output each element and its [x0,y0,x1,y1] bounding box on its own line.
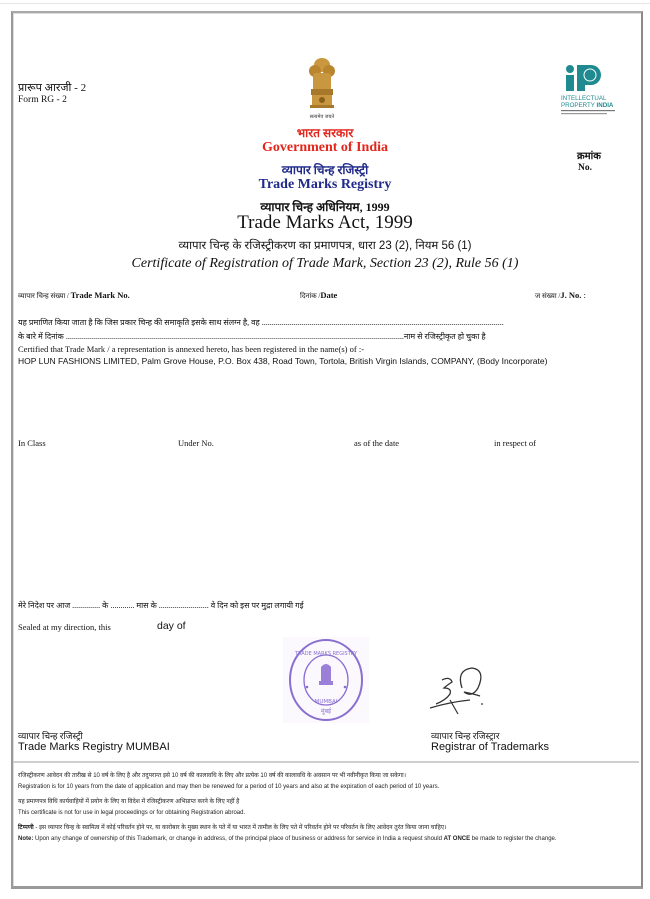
registrar-signature-icon [420,662,500,722]
act-title-hindi: व्यापार चिन्ह अधिनियम, 1999 [260,200,390,214]
registry-title-hindi: व्यापार चिन्ह रजिस्ट्री [281,163,369,177]
footer-validity-english: Registration is for 10 years from the date of application and may then be renewed for a period of 10 years and also at the expiration of each period of 10 years. [18,784,440,790]
registry-caption-english: Trade Marks Registry MUMBAI [18,741,170,753]
ip-india-logo-icon [560,63,620,123]
in-respect-of-label: in respect of [494,438,537,448]
trade-mark-number-label: व्यापार चिन्ह संख्या / Trade Mark No. [18,290,130,300]
stamp-city-hindi: मुंबई [321,708,331,715]
footer-note-english: Note: Upon any change of ownership of this Trademark, or change in address, of the principal place of business or address for service in India a request should AT ONCE be made to register the change. [18,836,557,842]
sealed-direction-english: Sealed at my direction, this [18,622,111,632]
stamp-text: TRADE MARKS REGISTRY [294,651,358,657]
serial-number-label-hindi: क्रमांक [577,151,601,162]
registrar-caption-english: Registrar of Trademarks [431,741,549,753]
stamp-city: MUMBAI [314,699,338,705]
window-top-line [0,3,650,4]
footer-validity-hindi: रजिस्ट्रीकरण आवेदन की तारीख से 10 वर्ष के लिए है और तदुपरान्त इसे 10 वर्ष की कालावधि के लिए और प्रत्येक 10 वर्ष की कालावधि के अवसान पर भी नवीनीकृत किया जा सकेगा। [18,773,407,779]
journal-number-label: ज संख्या /J. No. : [535,290,586,300]
footer-divider [13,761,639,763]
registrar-caption-hindi: व्यापार चिन्ह रजिस्ट्रार [431,731,500,741]
serial-number-label-english: No. [578,163,592,173]
as-of-date-label: as of the date [354,438,400,448]
form-number-hindi: प्रारूप आरजी - 2 [18,82,87,94]
act-title-english: Trade Marks Act, 1999 [237,212,413,233]
registry-caption-hindi: व्यापार चिन्ह रजिस्ट्री [18,731,83,741]
in-class-label: In Class [18,438,46,448]
day-of-label: day of [157,620,186,632]
certificate-title-english: Certificate of Registration of Trade Mark, Section 23 (2), Rule 56 (1) [131,256,519,271]
footer-usage-english: This certificate is not for use in legal proceedings or for obtaining Registration abroad. [18,810,246,816]
footer-usage-hindi: यह प्रमाणपत्र विधि कार्यवाहियों में प्रयोग के लिए या विदेश में रजिस्ट्रीकरण अभिप्राप्त करने के लिए नहीं है [18,799,240,805]
certification-hindi-line2: के बारे में दिनांक .........................................................................................................................................................................नाम से रजिस्ट्रीकृत हो चुका है [18,332,486,341]
ip-logo-line2: PROPERTY INDIA [561,102,614,109]
under-number-label: Under No. [178,438,214,448]
registry-title-english: Trade Marks Registry [258,177,392,192]
certification-english: Certified that Trade Mark / a representation is annexed hereto, has been registered in the name(s) of :- [18,344,365,354]
emblem-motto: सत्यमेव जयते [309,114,335,120]
certificate-title-hindi: व्यापार चिन्ह के रजिस्ट्रीकरण का प्रमाणपत्र, धारा 23 (2), नियम 56 (1) [178,240,472,252]
proprietor-details: HOP LUN FASHIONS LIMITED, Palm Grove House, P.O. Box 438, Road Town, Tortola, British Virgin Islands, COMPANY, (Body Incorporate) [18,356,548,366]
sealed-direction-hindi: मेरे निदेश पर आज .............. के ............ मास के ......................... वे दिन को इस पर मुद्रा लगायी गई [18,601,304,610]
national-emblem-icon [303,55,341,123]
date-label: दिनांक /Date [300,290,338,300]
footer-note-hindi: टिप्पणी - इस व्यापार चिन्ह के स्वामित्व में कोई परिवर्तन होने पर, या कारोबार के मुख्य स्थान के पते में या भारत में तामील के लिए पते में परिवर्तन होने पर परिवर्तन के लिए आवेदन तुरंत किया जाना चाहिए। [18,825,447,831]
government-title-english: Government of India [262,140,388,155]
form-number-english: Form RG - 2 [18,95,67,105]
government-title-hindi: भारत सरकार [296,126,354,140]
certification-hindi-line1: यह प्रमाणित किया जाता है कि जिस प्रकार चिन्ह की समाकृति इसके साथ संलग्न है, वह ......................................................................................................................... [18,318,504,327]
ip-logo-line1: INTELLECTUAL [561,95,607,102]
registry-seal-stamp-icon [283,637,369,723]
